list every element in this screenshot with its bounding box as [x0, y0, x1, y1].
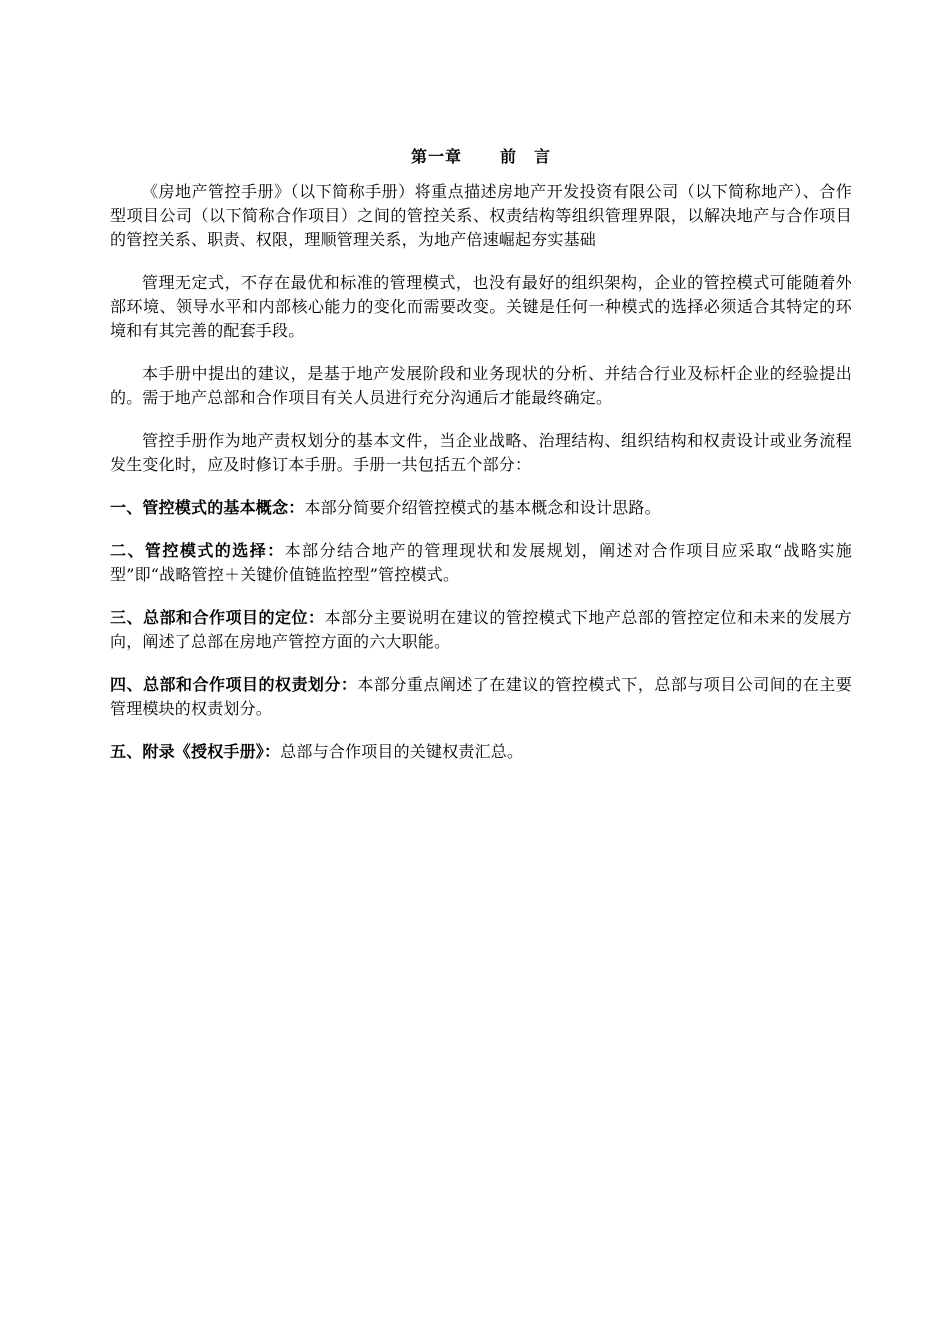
- part-heading: 五、附录《授权手册》：: [110, 742, 281, 761]
- part-item-1: [110, 496, 852, 520]
- part-heading: 一、管控模式的基本概念：: [110, 498, 305, 517]
- chapter-title: 前 言: [500, 147, 552, 166]
- intro-paragraph-2: 管理无定式，不存在最优和标准的管理模式，也没有最好的组织架构，企业的管控模式可能随着外部环境、领导水平和内部核心能力的变化而需要改变。关键是任何一种模式的选择必须适合其特定的环境和有其完善的配套手段。: [110, 273, 852, 340]
- part-item-3: [110, 606, 852, 654]
- part-description: 本部分结合地产的管理现状和发展规划，阐述对合作项目应采取“战略实施型”即“战略管控＋关键价值链监控型”管控模式。: [110, 541, 852, 584]
- part-heading: 二、管控模式的选择：: [110, 541, 285, 560]
- part-description: 总部与合作项目的关键权责汇总。: [280, 742, 524, 761]
- intro-paragraph-4: 管控手册作为地产责权划分的基本文件，当企业战略、治理结构、组织结构和权责设计或业务流程发生变化时，应及时修订本手册。手册一共包括五个部分：: [110, 431, 852, 474]
- part-item-4: [110, 673, 852, 721]
- intro-paragraph-1: 《房地产管控手册》（以下简称手册）将重点描述房地产开发投资有限公司（以下简称地产）、合作型项目公司（以下简称合作项目）之间的管控关系、权责结构等组织管理界限，以解决地产与合作项目的管控关系、职责、权限，理顺管理关系，为地产倍速崛起夯实基础: [110, 182, 852, 249]
- part-heading: 三、总部和合作项目的定位：: [110, 608, 325, 627]
- chapter-heading: [110, 146, 852, 168]
- chapter-number: 第一章: [410, 147, 462, 166]
- part-description: 本部分简要介绍管控模式的基本概念和设计思路。: [304, 498, 661, 517]
- part-description: 本部分主要说明在建议的管控模式下地产总部的管控定位和未来的发展方向，阐述了总部在房地产管控方面的六大职能。: [110, 608, 852, 651]
- part-item-2: [110, 539, 852, 587]
- part-heading: 四、总部和合作项目的权责划分：: [110, 675, 358, 694]
- intro-paragraph-3: 本手册中提出的建议，是基于地产发展阶段和业务现状的分析、并结合行业及标杆企业的经验提出的。需于地产总部和合作项目有关人员进行充分沟通后才能最终确定。: [110, 364, 852, 407]
- document-page: [110, 146, 852, 783]
- part-item-5: [110, 740, 852, 764]
- part-description: 本部分重点阐述了在建议的管控模式下，总部与项目公司间的在主要管理模块的权责划分。: [110, 675, 852, 718]
